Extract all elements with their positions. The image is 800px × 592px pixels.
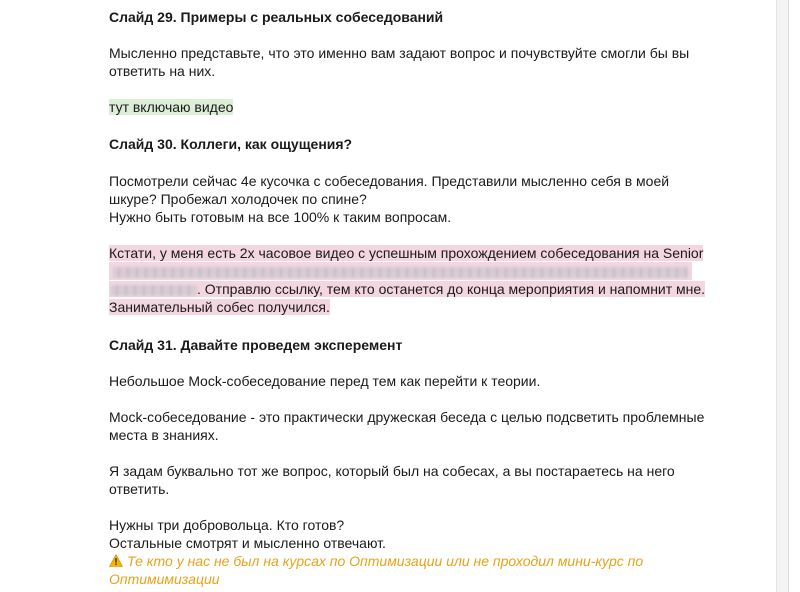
highlight-line-4 xyxy=(109,298,330,316)
slide-31-line-3: места в знаниях. xyxy=(109,427,219,443)
highlight-line-3-text xyxy=(109,281,705,297)
slide-31-line-7: Остальные смотрят и мысленно отвечают. xyxy=(109,535,386,551)
warning-icon xyxy=(109,554,123,567)
slide-31-line-6: Нужны три добровольца. Кто готов? xyxy=(109,517,345,533)
slide-29-paragraph-line-1: Мысленно представьте, что это именно вам задают вопрос и почувствуйте смогли бы вы xyxy=(109,45,690,61)
slide-31-heading: Слайд 31. Давайте проведем эксперемент xyxy=(109,337,403,353)
slide-29-note xyxy=(109,98,233,116)
vertical-scrollbar[interactable] xyxy=(776,0,788,592)
slide-30-line-2: шкуре? Пробежал холодочек по спине? xyxy=(109,191,367,207)
highlight-line-3 xyxy=(109,280,705,298)
slide-29-paragraph-line-2: ответить на них. xyxy=(109,63,216,79)
warning-line-2: Оптимимизации xyxy=(109,571,220,587)
slide-30-heading: Слайд 30. Коллеги, как ощущения? xyxy=(109,136,353,152)
video-note-highlight: тут включаю видео xyxy=(109,99,234,115)
slide-30-line-1: Посмотрели сейчас 4е кусочка с собеседования. Представили мысленно себя в моей xyxy=(109,173,670,189)
highlight-line-2 xyxy=(109,262,692,280)
highlight-line-1 xyxy=(109,244,703,262)
highlight-line-1-text: Кстати, у меня есть 2х часовое видео с успешным прохождением собеседования на Senior xyxy=(109,245,704,261)
highlight-line-3-visible: . Отправлю ссылку, тем кто останется до конца мероприятия и напомнит мне. xyxy=(197,281,706,297)
redacted-text xyxy=(113,267,688,278)
redacted-line xyxy=(109,262,692,280)
highlight-line-4-text: Занимательный собес получился. xyxy=(109,299,330,315)
warning-text-line-1: Те кто у нас не был на курсах по Оптимизации или не проходил мини-курс по xyxy=(127,553,644,569)
slide-30-line-3: Нужно быть готовым на все 100% к таким вопросам. xyxy=(109,209,452,225)
slide-31-line-2: Mock-собеседование - это практически дружеская беседа с целью подсветить проблемные xyxy=(109,409,705,425)
warning-line-1 xyxy=(109,552,643,570)
slide-31-line-5: ответить. xyxy=(109,481,170,497)
slide-29-heading: Слайд 29. Примеры с реальных собеседований xyxy=(109,9,444,25)
redacted-text-short xyxy=(111,285,197,296)
slide-31-line-4: Я задам буквально тот же вопрос, который был на собесах, а вы постараетесь на него xyxy=(109,463,675,479)
slide-31-line-1: Небольшое Mock-собеседование перед тем как перейти к теории. xyxy=(109,373,541,389)
